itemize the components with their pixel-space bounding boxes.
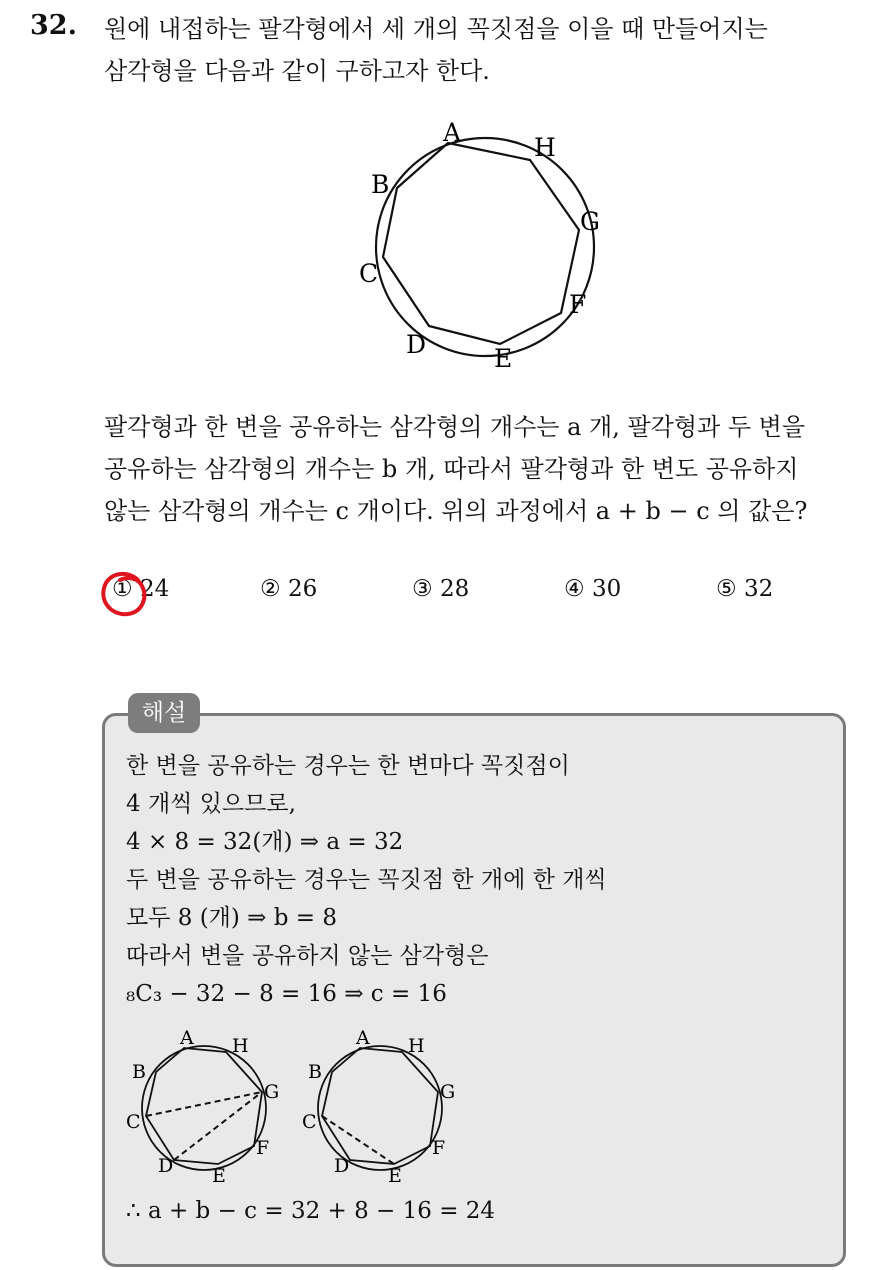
vertex-label-d: D	[158, 1155, 174, 1177]
choice-value: 32	[743, 576, 774, 602]
vertex-label-c: C	[302, 1111, 317, 1133]
question-number: 32.	[30, 10, 77, 41]
choice-mark: ②	[260, 576, 281, 602]
solution-line: 모두 8 (개) ⇒ b = 8	[126, 905, 337, 931]
solution-line: 한 변을 공유하는 경우는 한 변마다 꼭짓점이	[126, 753, 570, 779]
solution-line: 4 × 8 = 32(개) ⇒ a = 32	[126, 829, 404, 855]
vertex-label-g: G	[580, 207, 600, 236]
vertex-label-f: F	[569, 290, 587, 319]
solution-figure-right	[296, 1022, 466, 1192]
vertex-label-f: F	[432, 1137, 446, 1159]
vertex-label-c: C	[359, 259, 379, 288]
choice-value: 30	[591, 576, 622, 602]
stem-line: 삼각형을 다음과 같이 구하고자 한다.	[104, 57, 490, 85]
vertex-label-d: D	[334, 1155, 350, 1177]
vertex-label-h: H	[534, 133, 556, 162]
vertex-label-a: A	[443, 118, 462, 147]
choice-mark: ④	[564, 576, 585, 602]
choice-2[interactable]	[260, 576, 317, 602]
choice-mark: ①	[112, 576, 133, 602]
solution-figure-left	[120, 1022, 290, 1192]
solution-line: 4 개씩 있으므로,	[126, 791, 296, 817]
paragraph-line: 공유하는 삼각형의 개수는 b 개, 따라서 팔각형과 한 변도 공유하지	[104, 455, 799, 483]
vertex-label-c: C	[126, 1111, 141, 1133]
vertex-label-g: G	[264, 1081, 280, 1103]
solution-conclusion: ∴ a + b − c = 32 + 8 − 16 = 24	[126, 1198, 496, 1224]
choice-mark: ③	[412, 576, 433, 602]
vertex-label-e: E	[494, 344, 513, 373]
choice-value: 28	[439, 576, 470, 602]
solution-text	[126, 747, 607, 1013]
vertex-label-e: E	[388, 1165, 402, 1187]
choice-value: 24	[139, 576, 170, 602]
vertex-label-e: E	[212, 1165, 226, 1187]
solution-tag: 해설	[128, 693, 200, 733]
vertex-label-g: G	[440, 1081, 456, 1103]
choice-3[interactable]	[412, 576, 469, 602]
choice-4[interactable]	[564, 576, 621, 602]
question-paragraph	[104, 406, 874, 532]
vertex-label-h: H	[232, 1035, 249, 1057]
solution-line: ₈C₃ − 32 − 8 = 16 ⇒ c = 16	[126, 981, 447, 1007]
answer-choices	[108, 576, 808, 616]
vertex-label-h: H	[408, 1035, 425, 1057]
octagon-figure	[340, 112, 640, 382]
solution-line: 두 변을 공유하는 경우는 꼭짓점 한 개에 한 개씩	[126, 867, 607, 893]
paragraph-line: 팔각형과 한 변을 공유하는 삼각형의 개수는 a 개, 팔각형과 두 변을	[104, 413, 806, 441]
vertex-label-b: B	[371, 170, 390, 199]
question-stem	[104, 8, 864, 92]
stem-line: 원에 내접하는 팔각형에서 세 개의 꼭짓점을 이을 때 만들어지는	[104, 15, 768, 43]
vertex-label-d: D	[406, 330, 427, 359]
choice-mark: ⑤	[716, 576, 737, 602]
vertex-label-f: F	[256, 1137, 270, 1159]
vertex-label-a: A	[180, 1027, 194, 1049]
answer-mark-circle	[98, 570, 154, 622]
paragraph-line: 않는 삼각형의 개수는 c 개이다. 위의 과정에서 a + b − c 의 값은?	[104, 497, 808, 525]
solution-line: 따라서 변을 공유하지 않는 삼각형은	[126, 943, 489, 969]
vertex-label-b: B	[132, 1061, 146, 1083]
vertex-label-a: A	[356, 1027, 370, 1049]
choice-value: 26	[287, 576, 318, 602]
choice-5[interactable]	[716, 576, 773, 602]
vertex-label-b: B	[308, 1061, 322, 1083]
